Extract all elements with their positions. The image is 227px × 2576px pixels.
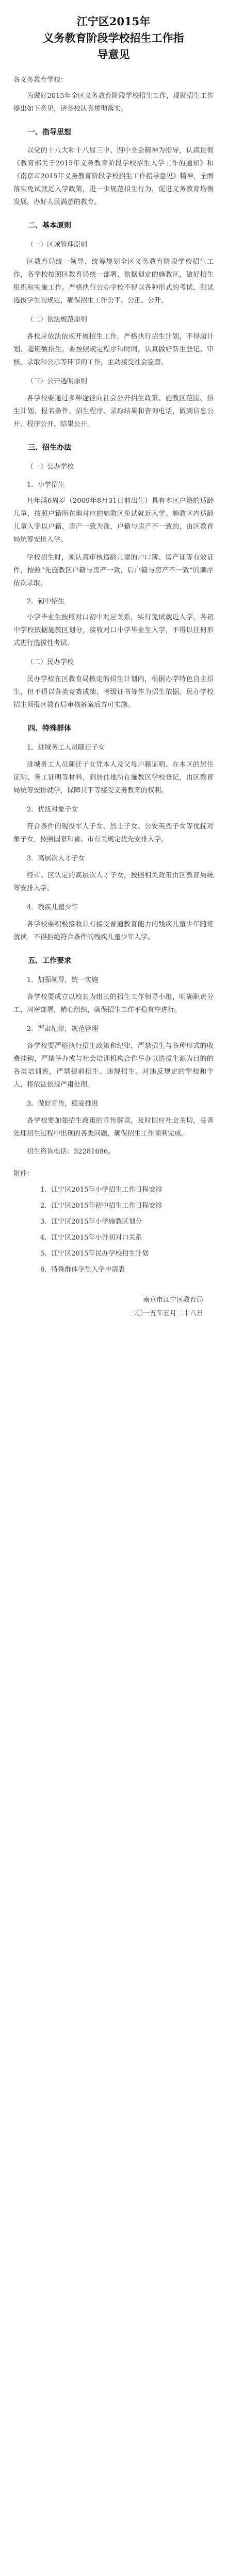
section-heading: 五、工作要求 xyxy=(28,957,71,965)
subsection-heading: （一）公办学校 xyxy=(27,463,74,471)
subsection-heading: 1．进城务工人员随迁子女 xyxy=(27,744,105,752)
item-heading: 1．小学招生 xyxy=(27,481,65,489)
subsection-paragraph: 区教育局统一领导、统筹规划全区义务教育阶段学校招生工作，各学校按照区教育局统一部署，依据划定的施教区，做好招生组织和实施工作。严格执行公办学校不得以各种形式的考试、测试选拔学生的规定，确保招生工作公平、公正、公开。 xyxy=(13,258,214,304)
attachments-label: 附件： xyxy=(13,1170,34,1178)
signature-org: 南京市江宁区教育局 xyxy=(142,1296,203,1304)
subsection-heading: （二）依法规范原则 xyxy=(27,316,88,324)
subsection-heading: （二）民办学校 xyxy=(27,658,74,666)
subsection-paragraph: 各校应依法依规开展招生工作，严格执行招生计划，不得超计划、超班额招生。要按照规定程序和时间，认真做好新生登记、审核、录取和公示等环节的工作，主动接受社会监督。 xyxy=(13,333,214,366)
attachment-item: 6．特殊群体学生入学申请表 xyxy=(40,1266,125,1274)
attachment-item: 2．江宁区2015年初中招生工作日程安排 xyxy=(40,1202,163,1210)
attachment-item: 1．江宁区2015年小学招生工作日程安排 xyxy=(40,1186,163,1194)
section-heading: 四、特殊群体 xyxy=(28,724,71,733)
title-line-2: 义务教育阶段学校招生工作指 xyxy=(43,31,184,44)
section-heading: 一、指导思想 xyxy=(28,128,71,137)
subsection-paragraph: 符合条件的现役军人子女、烈士子女、公安英烈子女等优抚对象子女，按照国家和省、市有关规定优先安排入学。 xyxy=(13,823,214,843)
attachments-list xyxy=(13,1183,214,1276)
signature-block xyxy=(13,1294,214,1320)
subsection-paragraph: 进城务工人员随迁子女凭本人及父母户籍证明、在本区的居住证明、务工证明等材料，到居住地所在施教区学校登记，由区教育局统筹安排就学，保障其平等接受义务教育的权利。 xyxy=(13,761,214,794)
subsection-heading: 4．残疾儿童少年 xyxy=(27,904,78,911)
subsection-heading: 2．优抚对象子女 xyxy=(27,806,78,814)
title-line-3: 导意见 xyxy=(97,48,130,61)
hotline-paragraph: 招生咨询电话：52281696。 xyxy=(27,1148,115,1156)
subsection-heading: （一）区域管理原则 xyxy=(27,241,88,249)
salutation: 各义务教育学校： xyxy=(13,76,68,84)
item-heading: 2．初中招生 xyxy=(27,598,65,605)
section-heading: 二、基本原则 xyxy=(28,222,71,230)
item-paragraph: 小学毕业生按照对口初中对应关系，实行免试就近入学。各初中学校依据施教区划分，接收对口小学毕业生入学，不得以任何形式进行选拔性考试。 xyxy=(13,614,214,647)
signature-date: 二〇一五年五月二十八日 xyxy=(129,1310,203,1317)
item-paragraph: 凡年满6周岁（2009年8月31日前出生）具有本区户籍的适龄儿童，按照户籍所在地对应的施教区免试就近入学。施教区内适龄儿童入学以户籍、房产一致为准，户籍与房产不一致的，由区教育局统筹安排入学。 xyxy=(13,497,214,544)
attachment-item: 5．江宁区2015年民办学校招生计划 xyxy=(40,1250,149,1258)
subsection-heading: （三）公开透明原则 xyxy=(27,378,88,385)
subsection-heading: 2．严肃纪律，规范管理 xyxy=(27,1025,99,1033)
subsection-heading: 3．做好宣传，稳妥推进 xyxy=(27,1100,99,1108)
subsection-paragraph: 各学校要加强招生政策的宣传解读，及时回应社会关切，妥善处理招生过程中出现的各类问题，确保招生工作顺利完成。 xyxy=(13,1117,214,1138)
intro-paragraph: 为做好2015年全区义务教育阶段学校招生工作，现就招生工作提出如下意见，请各校认真贯彻落实。 xyxy=(13,92,214,113)
document-title xyxy=(13,13,214,63)
section-paragraph: 以党的十八大和十八届三中、四中全会精神为指导，认真贯彻《教育部关于2015年义务教育阶段学校招生入学工作的通知》和《南京市2015年义务教育阶段学校招生工作指导意见》精神，全面落实免试就近入学政策，进一步规范招生行为，促进义务教育均衡发展，办好人民满意的教育。 xyxy=(13,147,214,206)
attachment-item: 3．江宁区2015年小学施教区划分 xyxy=(40,1218,142,1226)
item-paragraph: 学校招生时，须认真审核适龄儿童的户口簿、房产证等有效证件，按照“先施教区户籍与房产一致，后户籍与房产不一致”的顺序依次录取。 xyxy=(13,554,214,587)
subsection-paragraph: 各学校要积极接收具有接受普通教育能力的残疾儿童少年随班就读，不得拒绝符合条件的残疾儿童少年入学。 xyxy=(13,921,214,941)
subsection-heading: 3．高层次人才子女 xyxy=(27,855,85,862)
subsection-paragraph: 民办学校在区教育局核定的招生计划内，根据办学特色自主招生，但不得以各类竞赛成绩、考级证书等作为招生依据。民办学校招生须报区教育局审核备案后方可实施。 xyxy=(13,675,214,709)
document-body xyxy=(13,126,214,1140)
attachment-item: 4．江宁区2015年小升初对口关系 xyxy=(40,1234,142,1242)
subsection-paragraph: 各学校要严格执行招生政策和纪律，严禁招生与各种形式的收费挂钩，严禁举办或与社会培训机构合作举办以选拔生源为目的的各类培训班，严禁提前招生、违规招生。对违反规定的学校和个人，将依法依规严肃处理。 xyxy=(13,1042,214,1089)
subsection-heading: 1．加强领导，统一实施 xyxy=(27,976,99,984)
title-line-1: 江宁区2015年 xyxy=(76,15,151,28)
subsection-paragraph: 各学校要通过多种途径向社会公开招生政策、施教区范围、招生计划、报名条件、招生程序、录取结果和咨询电话，做到信息公开、程序公开、结果公开。 xyxy=(13,395,214,428)
section-heading: 三、招生办法 xyxy=(28,444,71,452)
subsection-paragraph: 各学校要成立以校长为组长的招生工作领导小组，明确职责分工，周密部署，精心组织，确保招生工作平稳有序进行。 xyxy=(13,993,214,1014)
subsection-paragraph: 经市、区认定的高层次人才子女，按照相关政策由区教育局统筹安排入学。 xyxy=(13,872,214,892)
